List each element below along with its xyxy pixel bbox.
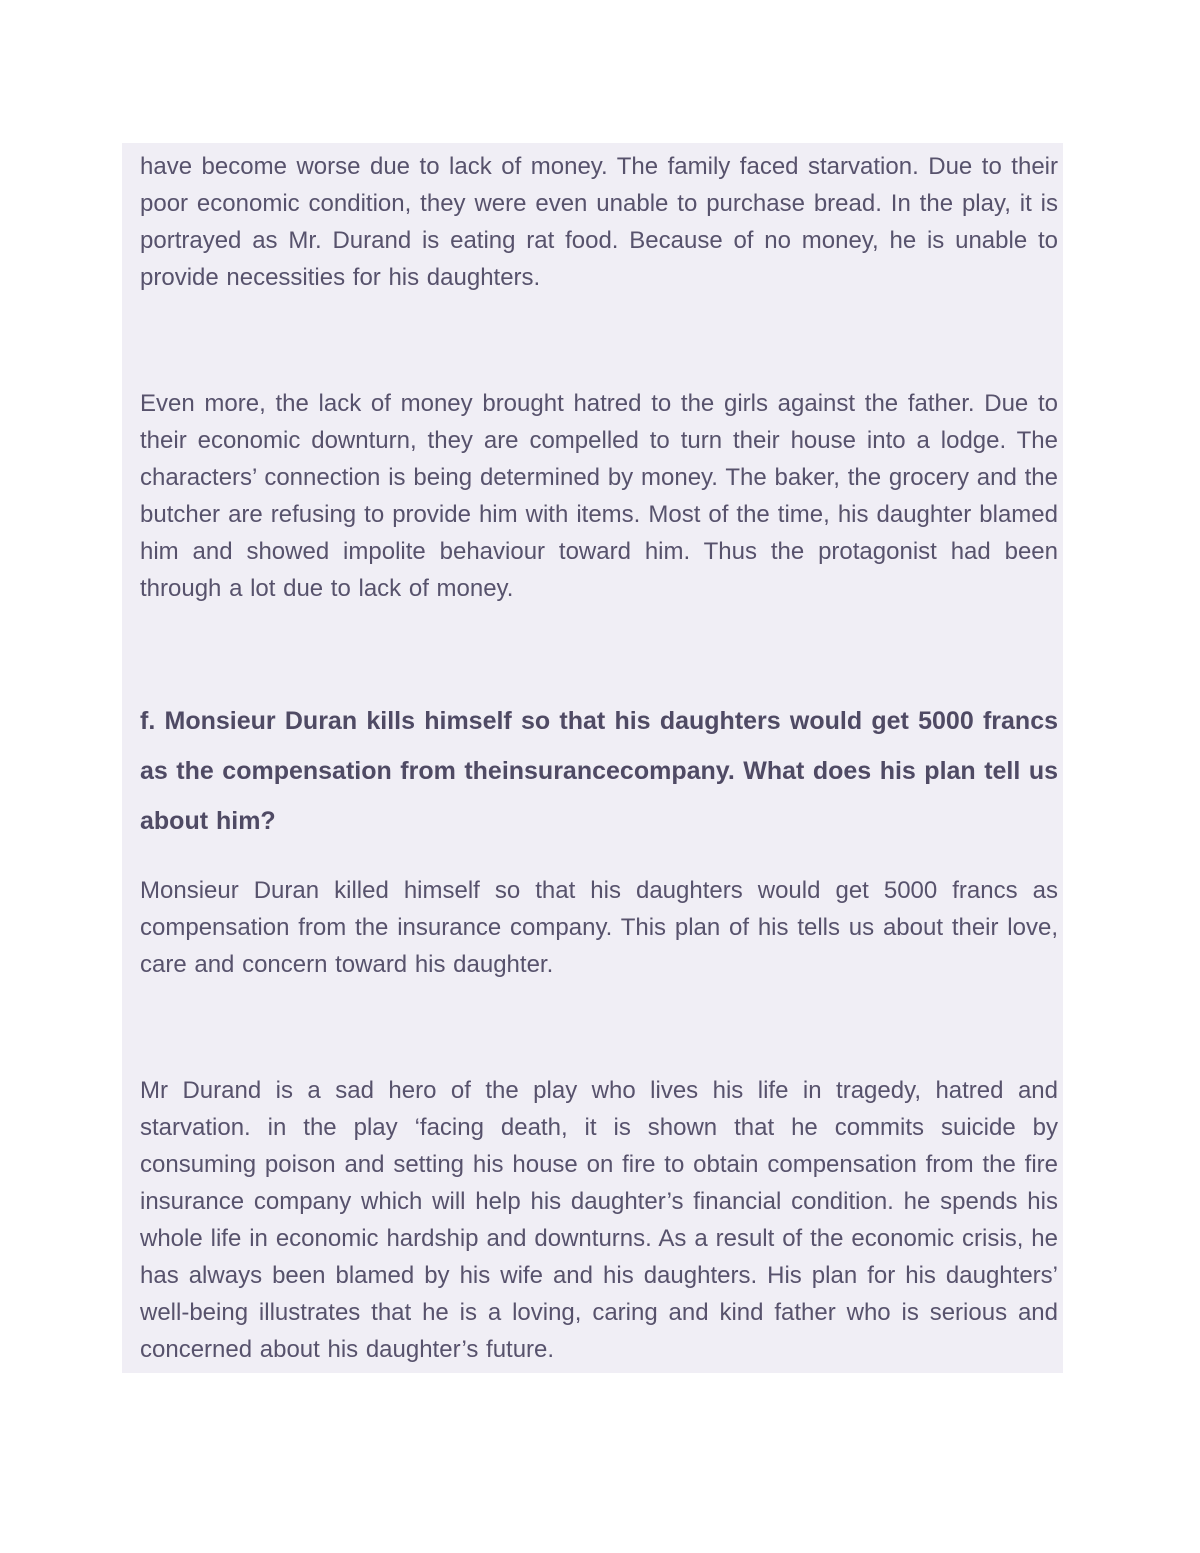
highlighted-text-block	[122, 143, 1063, 1373]
paragraph-answer: Monsieur Duran killed himself so that his daughters would get 5000 francs as compensation from the insurance company. This plan of his tells us about their love, care and concern toward his daughter.	[140, 877, 1058, 978]
question-heading: f. Monsieur Duran kills himself so that his daughters would get 5000 francs as the compensation from theinsurancecompany. What does his plan tell us about him?	[140, 707, 1058, 835]
paragraph-hatred: Even more, the lack of money brought hatred to the girls against the father. Due to their economic downturn, they are compelled to turn their house into a lodge. The characters’ connection is being determined by money. The baker, the grocery and the butcher are refusing to provide him with items. Most of the time, his daughter blamed him and showed impolite behaviour toward him. Thus the protagonist had been through a lot due to lack of money.	[140, 390, 1058, 602]
paragraph-starvation: have become worse due to lack of money. The family faced starvation. Due to their poor economic condition, they were even unable to purchase bread. In the play, it is portrayed as Mr. Durand is eating rat food. Because of no money, he is unable to provide necessities for his daughters.	[140, 153, 1058, 291]
paragraph-character-sketch: Mr Durand is a sad hero of the play who lives his life in tragedy, hatred and starvation. in the play ‘facing death, it is shown that he commits suicide by consuming poison and setting his house on fire to obtain compensation from the fire insurance company which will help his daughter’s financial condition. he spends his whole life in economic hardship and downturns. As a result of the economic crisis, he has always been blamed by his wife and his daughters. His plan for his daughters’ well-being illustrates that he is a loving, caring and kind father who is serious and concerned about his daughter’s future.	[140, 1077, 1058, 1363]
